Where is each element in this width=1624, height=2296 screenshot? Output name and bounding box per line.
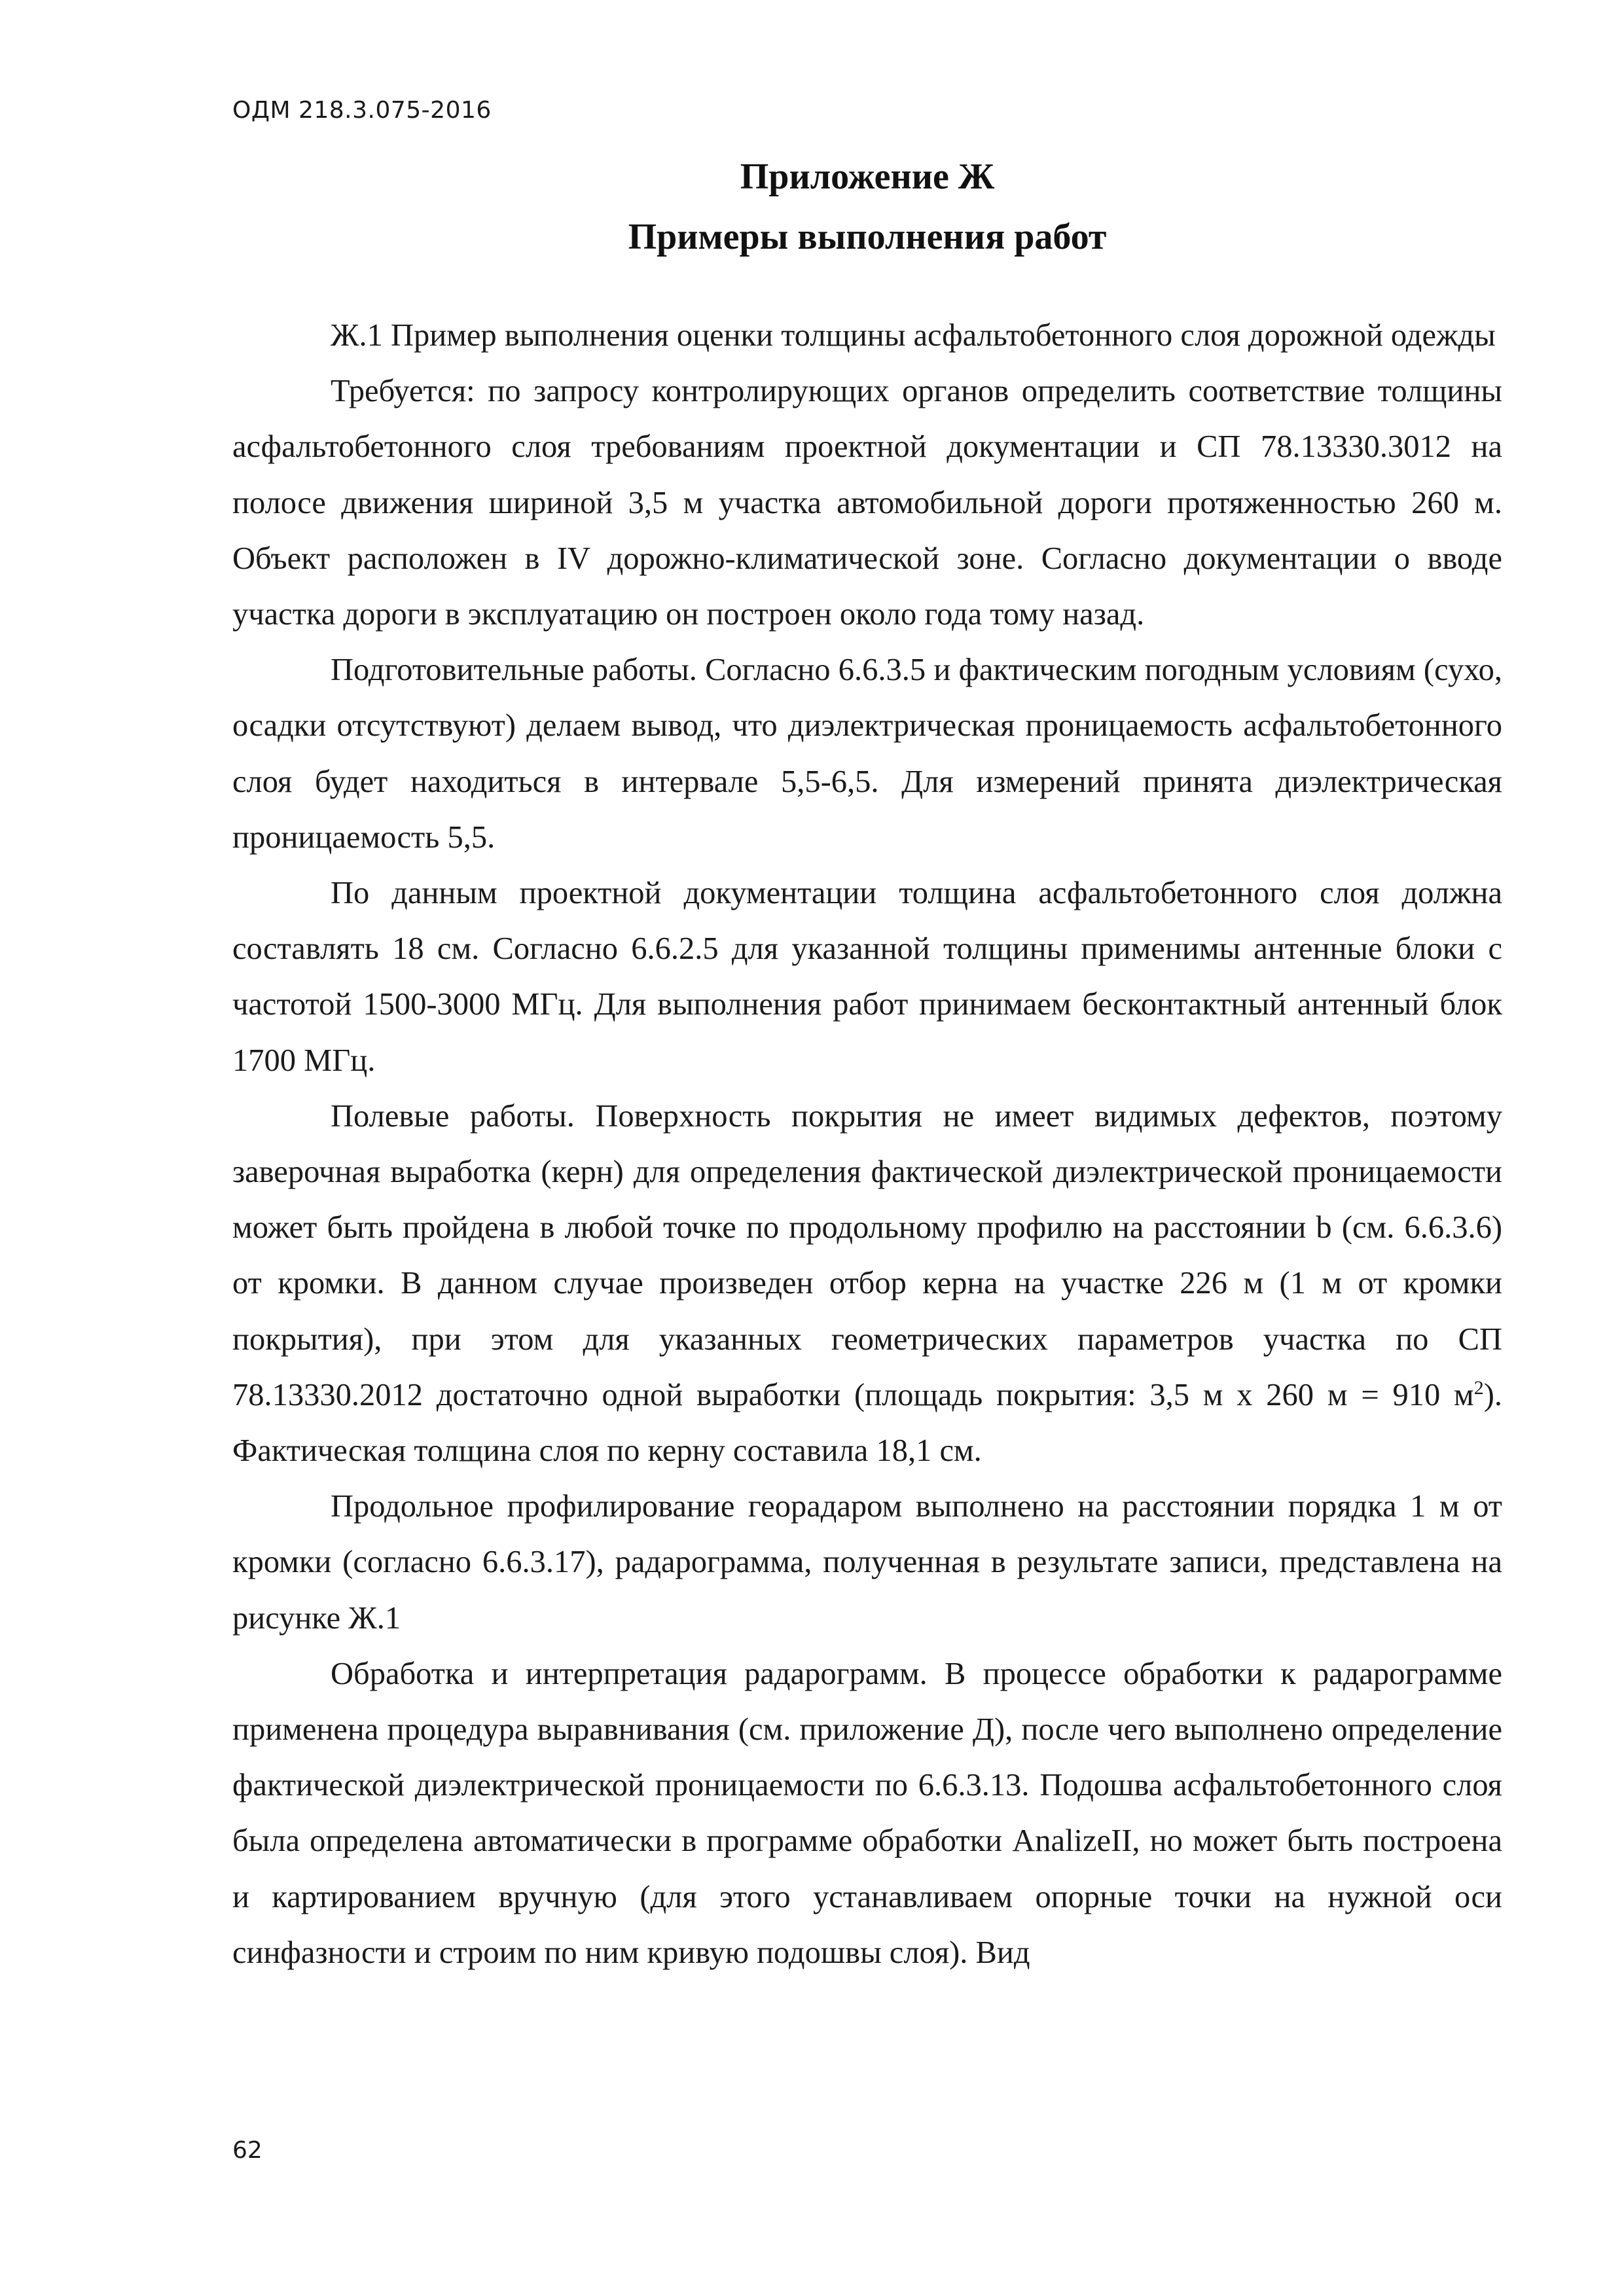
- page-number: 62: [232, 2137, 262, 2164]
- paragraph-design-documentation: По данным проектной документации толщина асфальтобетонного слоя должна составлять 18 см. Согласно 6.6.2.5 для указанной толщины применимы антенные блоки с частотой 1500-3000 МГц. Для выполнения работ принимаем бесконтактный антенный блок 1700 МГц.: [232, 876, 1502, 1078]
- paragraph-longitudinal-profiling: Продольное профилирование георадаром выполнено на расстоянии порядка 1 м от кромки (согласно 6.6.3.17), радарограмма, полученная в результате записи, представлена на рисунке Ж.1: [232, 1489, 1502, 1636]
- field-work-text-end: ). Фактическая толщина слоя по керну составила 18,1 см.: [232, 1377, 1502, 1469]
- paragraph-requirement: Требуется: по запросу контролирующих органов определить соответствие толщины асфальтобетонного слоя требованиям проектной документации и СП 78.13330.3012 на полосе движения шириной 3,5 м участка автомобильной дороги протяженностью 260 м. Объект расположен в IV дорожно-климатической зоне. Согласно документации о вводе участка дороги в эксплуатацию он построен около года тому назад.: [232, 374, 1502, 632]
- document-code-header: ОДМ 218.3.075-2016: [232, 97, 492, 124]
- appendix-subtitle: Примеры выполнения работ: [628, 217, 1107, 257]
- paragraph-field-work: [232, 1088, 1502, 1479]
- paragraph-section-heading: Ж.1 Пример выполнения оценки толщины асфальтобетонного слоя дорожной одежды: [331, 318, 1496, 353]
- superscript-exponent: 2: [1473, 1376, 1484, 1399]
- paragraph-processing: Обработка и интерпретация радарограмм. В процессе обработки к радарограмме применена процедура выравнивания (см. приложение Д), после чего выполнено определение фактической диэлектрической проницаемости по 6.6.3.13. Подошва асфальтобетонного слоя была определена автоматически в программе обработки AnalizeII, но может быть построена и картированием вручную (для этого устанавливаем опорные точки на нужной оси синфазности и строим по ним кривую подошвы слоя). Вид: [232, 1656, 1502, 1970]
- appendix-title: Приложение Ж: [740, 156, 995, 197]
- body-text: [232, 308, 1502, 1981]
- paragraph-preparatory-work: Подготовительные работы. Согласно 6.6.3.5 и фактическим погодным условиям (сухо, осадки отсутствуют) делаем вывод, что диэлектрическая проницаемость асфальтобетонного слоя будет находиться в интервале 5,5-6,5. Для измерений принята диэлектрическая проницаемость 5,5.: [232, 653, 1502, 855]
- field-work-text: Полевые работы. Поверхность покрытия не имеет видимых дефектов, поэтому заверочная выработка (керн) для определения фактической диэлектрической проницаемости может быть пройдена в любой точке по продольному профилю на расстоянии b (см. 6.6.3.6) от кромки. В данном случае произведен отбор керна на участке 226 м (1 м от кромки покрытия), при этом для указанных геометрических параметров участка по СП 78.13330.2012 достаточно одной выработки (площадь покрытия: 3,5 м х 260 м = 910 м: [232, 1098, 1502, 1412]
